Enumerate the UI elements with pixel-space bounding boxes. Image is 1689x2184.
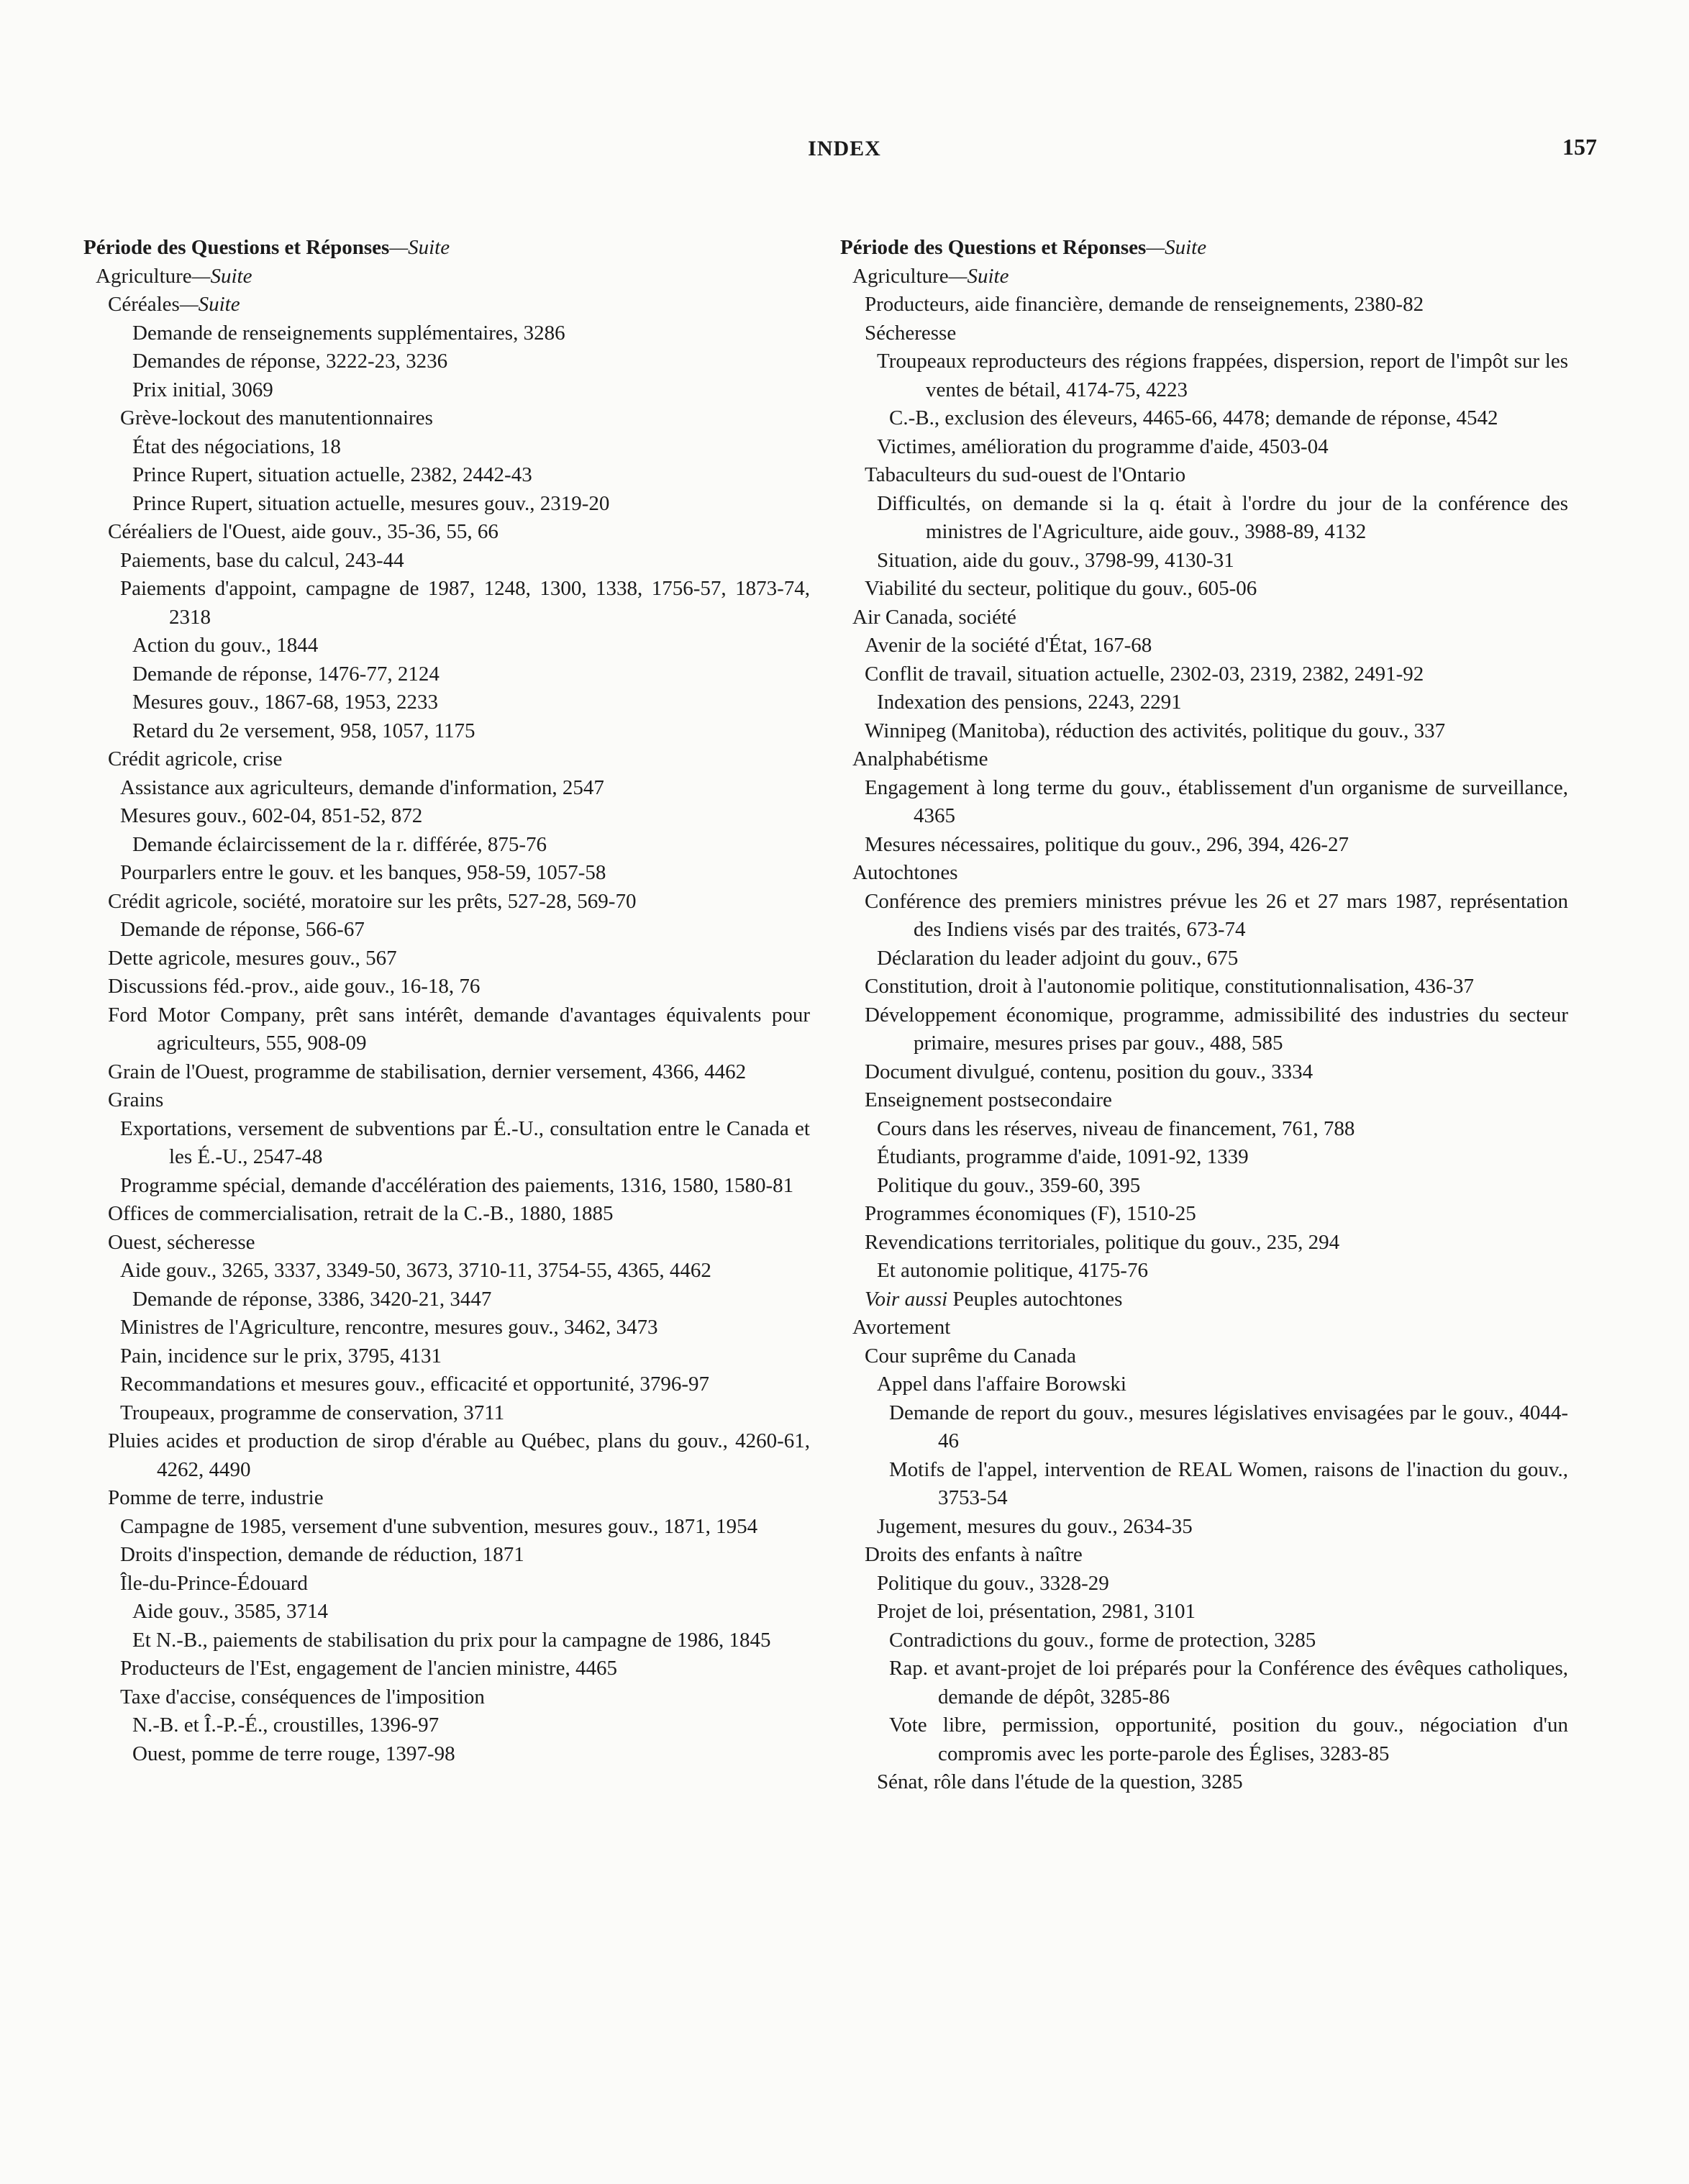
- index-entry-text: Projet de loi, présentation, 2981, 3101: [877, 1600, 1196, 1623]
- index-entry-text: Retard du 2e versement, 958, 1057, 1175: [132, 719, 475, 742]
- index-entry-text: Paiements d'appoint, campagne de 1987, 1248, 1300, 1338, 1756-57, 1873-74, 2318: [120, 577, 810, 629]
- index-entry-text: Viabilité du secteur, politique du gouv., 605-06: [865, 577, 1257, 600]
- index-entry: [83, 433, 810, 462]
- index-entry: [840, 461, 1568, 490]
- index-entry-text: Ford Motor Company, prêt sans intérêt, demande d'avantages équivalents pour agriculteurs, 555, 908-09: [108, 1003, 810, 1055]
- index-entry: [83, 973, 810, 1001]
- index-entry: [840, 1655, 1568, 1711]
- index-entry: [83, 1711, 810, 1740]
- index-entry-text: Recommandations et mesures gouv., efficacité et opportunité, 3796-97: [120, 1373, 710, 1396]
- index-entry-text: Producteurs de l'Est, engagement de l'ancien ministre, 4465: [120, 1657, 617, 1680]
- continuation-marker: —Suite: [389, 236, 450, 259]
- index-entry-text: Pomme de terre, industrie: [108, 1486, 324, 1509]
- index-entry-text: Vote libre, permission, opportunité, position du gouv., négociation d'un compromis avec les porte-parole des Églises, 3283-85: [889, 1714, 1568, 1765]
- index-entry: [83, 916, 810, 945]
- index-entry-text: Demande de réponse, 3386, 3420-21, 3447: [132, 1287, 492, 1311]
- index-entry-text: Appel dans l'affaire Borowski: [877, 1373, 1126, 1396]
- index-entry: [83, 888, 810, 916]
- index-entry: [840, 1229, 1568, 1257]
- index-entry-text: Pluies acides et production de sirop d'érable au Québec, plans du gouv., 4260-61, 4262, 4490: [108, 1429, 810, 1481]
- index-entry-text: Conférence des premiers ministres prévue les 26 et 27 mars 1987, représentation des Indiens visés par des traités, 673-74: [865, 889, 1568, 941]
- index-entry: [83, 490, 810, 519]
- index-entry-text: Peuples autochtones: [947, 1287, 1123, 1311]
- index-column-right: [840, 234, 1568, 1797]
- index-entry-text: Prince Rupert, situation actuelle, 2382, 2442-43: [132, 463, 532, 486]
- index-entry-text: Céréales: [108, 293, 180, 316]
- index-entry-text: Autochtones: [852, 861, 958, 884]
- index-entry-text: Conflit de travail, situation actuelle, 2302-03, 2319, 2382, 2491-92: [865, 662, 1424, 686]
- index-entry-text: Victimes, amélioration du programme d'aide, 4503-04: [877, 434, 1329, 458]
- index-entry-text: Sécheresse: [865, 321, 957, 345]
- index-entry: [83, 1342, 810, 1371]
- index-entry-text: Mesures gouv., 602-04, 851-52, 872: [120, 804, 423, 827]
- index-entry-text: Producteurs, aide financière, demande de renseignements, 2380-82: [865, 293, 1424, 316]
- index-entry: [83, 688, 810, 717]
- index-entry: [840, 1172, 1568, 1201]
- index-section-heading: [83, 234, 810, 263]
- index-entry: [840, 774, 1568, 831]
- index-entry-text: Engagement à long terme du gouv., établissement d'un organisme de surveillance, 4365: [865, 775, 1568, 827]
- index-entry-text: Situation, aide du gouv., 3798-99, 4130-31: [877, 548, 1234, 572]
- index-entry-text: Demande éclaircissement de la r. différée, 875-76: [132, 832, 547, 856]
- continuation-marker: —Suite: [948, 264, 1009, 288]
- index-entry: [83, 632, 810, 660]
- index-entry: [840, 263, 1568, 291]
- index-entry: [83, 1229, 810, 1257]
- index-entry-text: Et autonomie politique, 4175-76: [877, 1259, 1148, 1282]
- index-entry-text: Troupeaux, programme de conservation, 3711: [120, 1401, 505, 1424]
- index-entry-text: Indexation des pensions, 2243, 2291: [877, 691, 1182, 714]
- index-entry-text: Jugement, mesures du gouv., 2634-35: [877, 1514, 1193, 1538]
- index-entry-text: Assistance aux agriculteurs, demande d'information, 2547: [120, 775, 604, 799]
- index-entry: [83, 717, 810, 746]
- index-entry: [840, 745, 1568, 774]
- index-entry-text: Avortement: [852, 1316, 951, 1339]
- index-entry-text: Troupeaux reproducteurs des régions frappées, dispersion, report de l'impôt sur les ventes de bétail, 4174-75, 4223: [877, 350, 1568, 401]
- index-column-left: [83, 234, 810, 1768]
- index-entry-text: Demande de report du gouv., mesures législatives envisagées par le gouv., 4044-46: [889, 1401, 1568, 1452]
- cross-reference-prefix: Voir aussi: [865, 1287, 948, 1311]
- index-entry-text: Prix initial, 3069: [132, 378, 273, 401]
- index-entry-text: Air Canada, société: [852, 605, 1016, 629]
- index-entry-text: Mesures gouv., 1867-68, 1953, 2233: [132, 691, 439, 714]
- index-entry: [840, 1314, 1568, 1342]
- index-entry: [840, 1626, 1568, 1655]
- index-entry-text: Dette agricole, mesures gouv., 567: [108, 946, 397, 970]
- index-entry-text: Grain de l'Ouest, programme de stabilisation, dernier versement, 4366, 4462: [108, 1060, 747, 1083]
- index-entry: [840, 973, 1568, 1001]
- index-entry: [840, 1115, 1568, 1144]
- index-entry: [83, 1058, 810, 1087]
- index-entry-text: Taxe d'accise, conséquences de l'imposition: [120, 1685, 485, 1708]
- index-entry-text: Ouest, pomme de terre rouge, 1397-98: [132, 1742, 455, 1765]
- index-entry-text: Période des Questions et Réponses: [83, 236, 390, 259]
- page-header-title: INDEX: [808, 137, 881, 160]
- index-entry: [840, 1541, 1568, 1570]
- index-entry: [840, 1257, 1568, 1286]
- index-entry: [840, 319, 1568, 348]
- index-entry: [840, 1342, 1568, 1371]
- index-entry: [840, 1711, 1568, 1768]
- index-entry-text: Demande de réponse, 566-67: [120, 918, 365, 941]
- index-entry: [83, 1626, 810, 1655]
- index-entry: [83, 1484, 810, 1513]
- index-entry-text: Droits des enfants à naître: [865, 1543, 1083, 1566]
- index-entry: [840, 888, 1568, 945]
- index-entry-text: Contradictions du gouv., forme de protection, 3285: [889, 1628, 1316, 1652]
- index-entry-text: Mesures nécessaires, politique du gouv., 296, 394, 426-27: [865, 832, 1349, 856]
- index-entry: [83, 945, 810, 973]
- index-entry: [83, 1370, 810, 1399]
- index-entry-text: Avenir de la société d'État, 167-68: [865, 634, 1152, 657]
- index-entry-text: Agriculture: [96, 264, 192, 288]
- index-entry-text: Discussions féd.-prov., aide gouv., 16-18, 76: [108, 975, 481, 998]
- index-entry-text: Rap. et avant-projet de loi préparés pour la Conférence des évêques catholiques, demande de dépôt, 3285-86: [889, 1657, 1568, 1708]
- index-entry-text: Aide gouv., 3585, 3714: [132, 1600, 328, 1623]
- index-entry: [83, 1257, 810, 1286]
- index-entry: [840, 404, 1568, 433]
- index-entry-text: Sénat, rôle dans l'étude de la question, 3285: [877, 1770, 1243, 1793]
- continuation-marker: —Suite: [1146, 236, 1207, 259]
- index-entry: [83, 1740, 810, 1769]
- index-entry-text: Politique du gouv., 3328-29: [877, 1571, 1109, 1595]
- index-entry-text: Motifs de l'appel, intervention de REAL Women, raisons de l'inaction du gouv., 3753-54: [889, 1457, 1568, 1509]
- index-entry-text: Période des Questions et Réponses: [840, 236, 1147, 259]
- index-entry: [83, 291, 810, 319]
- index-entry-text: Et N.-B., paiements de stabilisation du prix pour la campagne de 1986, 1845: [132, 1628, 771, 1652]
- index-entry-text: Pourparlers entre le gouv. et les banques, 958-59, 1057-58: [120, 861, 606, 884]
- index-section-heading: [840, 234, 1568, 263]
- index-entry: [840, 660, 1568, 689]
- index-entry-text: Constitution, droit à l'autonomie politique, constitutionnalisation, 436-37: [865, 975, 1474, 998]
- index-entry: [83, 1115, 810, 1172]
- index-entry: [840, 1513, 1568, 1542]
- index-entry-text: Déclaration du leader adjoint du gouv., 675: [877, 946, 1239, 970]
- index-entry: [840, 1570, 1568, 1598]
- index-entry: [83, 859, 810, 888]
- continuation-marker: —Suite: [191, 264, 252, 288]
- index-entry: [840, 1456, 1568, 1513]
- index-entry-text: Étudiants, programme d'aide, 1091-92, 1339: [877, 1145, 1249, 1168]
- index-entry: [840, 604, 1568, 632]
- index-entry-text: Action du gouv., 1844: [132, 634, 319, 657]
- index-entry-text: Programmes économiques (F), 1510-25: [865, 1202, 1196, 1225]
- index-entry-text: Droits d'inspection, demande de réduction, 1871: [120, 1543, 524, 1566]
- index-entry: [840, 632, 1568, 660]
- index-entry: [83, 461, 810, 490]
- index-entry: [83, 1541, 810, 1570]
- index-entry: [83, 1086, 810, 1115]
- page-number: 157: [1562, 134, 1597, 160]
- index-entry-text: Cour suprême du Canada: [865, 1344, 1076, 1368]
- continuation-marker: —Suite: [179, 293, 240, 316]
- index-entry-text: État des négociations, 18: [132, 434, 341, 458]
- index-entry-text: Demandes de réponse, 3222-23, 3236: [132, 350, 448, 373]
- index-entry-text: Winnipeg (Manitoba), réduction des activités, politique du gouv., 337: [865, 719, 1446, 742]
- index-entry: [840, 1200, 1568, 1229]
- index-entry-text: Prince Rupert, situation actuelle, mesures gouv., 2319-20: [132, 491, 610, 515]
- index-entry: [840, 575, 1568, 604]
- index-entry: [840, 1001, 1568, 1058]
- index-entry: [83, 1001, 810, 1058]
- index-entry: [840, 490, 1568, 547]
- index-entry: [840, 1058, 1568, 1087]
- index-entry-text: Cours dans les réserves, niveau de financement, 761, 788: [877, 1116, 1355, 1140]
- index-entry: [83, 1172, 810, 1201]
- index-entry: [83, 1570, 810, 1598]
- index-entry-text: Crédit agricole, société, moratoire sur les prêts, 527-28, 569-70: [108, 889, 637, 913]
- index-entry: [83, 1655, 810, 1683]
- index-entry: [83, 1513, 810, 1542]
- index-entry-text: Ministres de l'Agriculture, rencontre, mesures gouv., 3462, 3473: [120, 1316, 658, 1339]
- index-entry: [840, 1143, 1568, 1172]
- index-entry: [83, 319, 810, 348]
- index-entry-text: Ouest, sécheresse: [108, 1230, 255, 1254]
- index-entry: [83, 547, 810, 575]
- index-entry: [83, 1200, 810, 1229]
- index-entry-text: Exportations, versement de subventions par É.-U., consultation entre le Canada et les É.-U., 2547-48: [120, 1116, 810, 1168]
- index-entry: [840, 547, 1568, 575]
- index-entry-text: Grains: [108, 1088, 164, 1111]
- index-entry-text: Céréaliers de l'Ouest, aide gouv., 35-36, 55, 66: [108, 520, 498, 543]
- index-entry-text: Aide gouv., 3265, 3337, 3349-50, 3673, 3710-11, 3754-55, 4365, 4462: [120, 1259, 711, 1282]
- index-entry: [840, 1086, 1568, 1115]
- index-entry: [83, 1399, 810, 1428]
- index-entry: [840, 433, 1568, 462]
- index-entry: [840, 1286, 1568, 1314]
- index-entry: [840, 1399, 1568, 1456]
- index-entry: [83, 1427, 810, 1484]
- index-entry: [83, 1314, 810, 1342]
- index-entry-text: Enseignement postsecondaire: [865, 1088, 1112, 1111]
- index-entry: [840, 1598, 1568, 1626]
- index-entry: [83, 660, 810, 689]
- index-entry-text: Offices de commercialisation, retrait de la C.-B., 1880, 1885: [108, 1202, 614, 1225]
- index-entry-text: Document divulgué, contenu, position du gouv., 3334: [865, 1060, 1314, 1083]
- index-entry-text: Demande de renseignements supplémentaires, 3286: [132, 321, 565, 345]
- index-entry: [840, 291, 1568, 319]
- index-entry-text: C.-B., exclusion des éleveurs, 4465-66, 4478; demande de réponse, 4542: [889, 406, 1498, 429]
- index-entry-text: Programme spécial, demande d'accélération des paiements, 1316, 1580, 1580-81: [120, 1173, 794, 1197]
- index-entry: [83, 774, 810, 803]
- index-entry: [83, 376, 810, 405]
- index-entry: [840, 831, 1568, 860]
- index-entry-text: Tabaculteurs du sud-ouest de l'Ontario: [865, 463, 1186, 486]
- index-entry: [840, 1370, 1568, 1399]
- index-entry: [840, 717, 1568, 746]
- index-entry: [83, 518, 810, 547]
- index-entry-text: Pain, incidence sur le prix, 3795, 4131: [120, 1344, 442, 1368]
- index-entry: [83, 831, 810, 860]
- index-entry: [83, 1598, 810, 1626]
- index-entry-text: Agriculture: [852, 264, 949, 288]
- index-entry-text: Crédit agricole, crise: [108, 747, 283, 770]
- index-entry-text: Difficultés, on demande si la q. était à l'ordre du jour de la conférence des ministres de l'Agriculture, aide gouv., 3988-89, 4132: [877, 491, 1568, 543]
- index-entry-text: Grève-lockout des manutentionnaires: [120, 406, 433, 429]
- index-entry: [840, 859, 1568, 888]
- index-entry-text: Revendications territoriales, politique du gouv., 235, 294: [865, 1230, 1340, 1254]
- index-entry: [83, 347, 810, 376]
- index-entry-text: Développement économique, programme, admissibilité des industries du secteur primaire, mesures prises par gouv., 488, 585: [865, 1003, 1568, 1055]
- index-entry-text: N.-B. et Î.-P.-É., croustilles, 1396-97: [132, 1714, 440, 1737]
- index-entry: [83, 1286, 810, 1314]
- index-entry-text: Politique du gouv., 359-60, 395: [877, 1173, 1141, 1197]
- index-entry-text: Paiements, base du calcul, 243-44: [120, 548, 404, 572]
- index-entry: [83, 1683, 810, 1712]
- index-entry-text: Île-du-Prince-Édouard: [120, 1571, 308, 1595]
- index-entry: [83, 263, 810, 291]
- index-entry: [840, 347, 1568, 404]
- index-entry: [840, 945, 1568, 973]
- index-entry: [840, 1768, 1568, 1797]
- index-entry: [83, 404, 810, 433]
- index-entry: [83, 802, 810, 831]
- index-entry: [840, 688, 1568, 717]
- index-entry-text: Analphabétisme: [852, 747, 988, 770]
- index-entry-text: Demande de réponse, 1476-77, 2124: [132, 662, 440, 686]
- index-entry: [83, 575, 810, 632]
- index-entry: [83, 745, 810, 774]
- index-entry-text: Campagne de 1985, versement d'une subvention, mesures gouv., 1871, 1954: [120, 1514, 758, 1538]
